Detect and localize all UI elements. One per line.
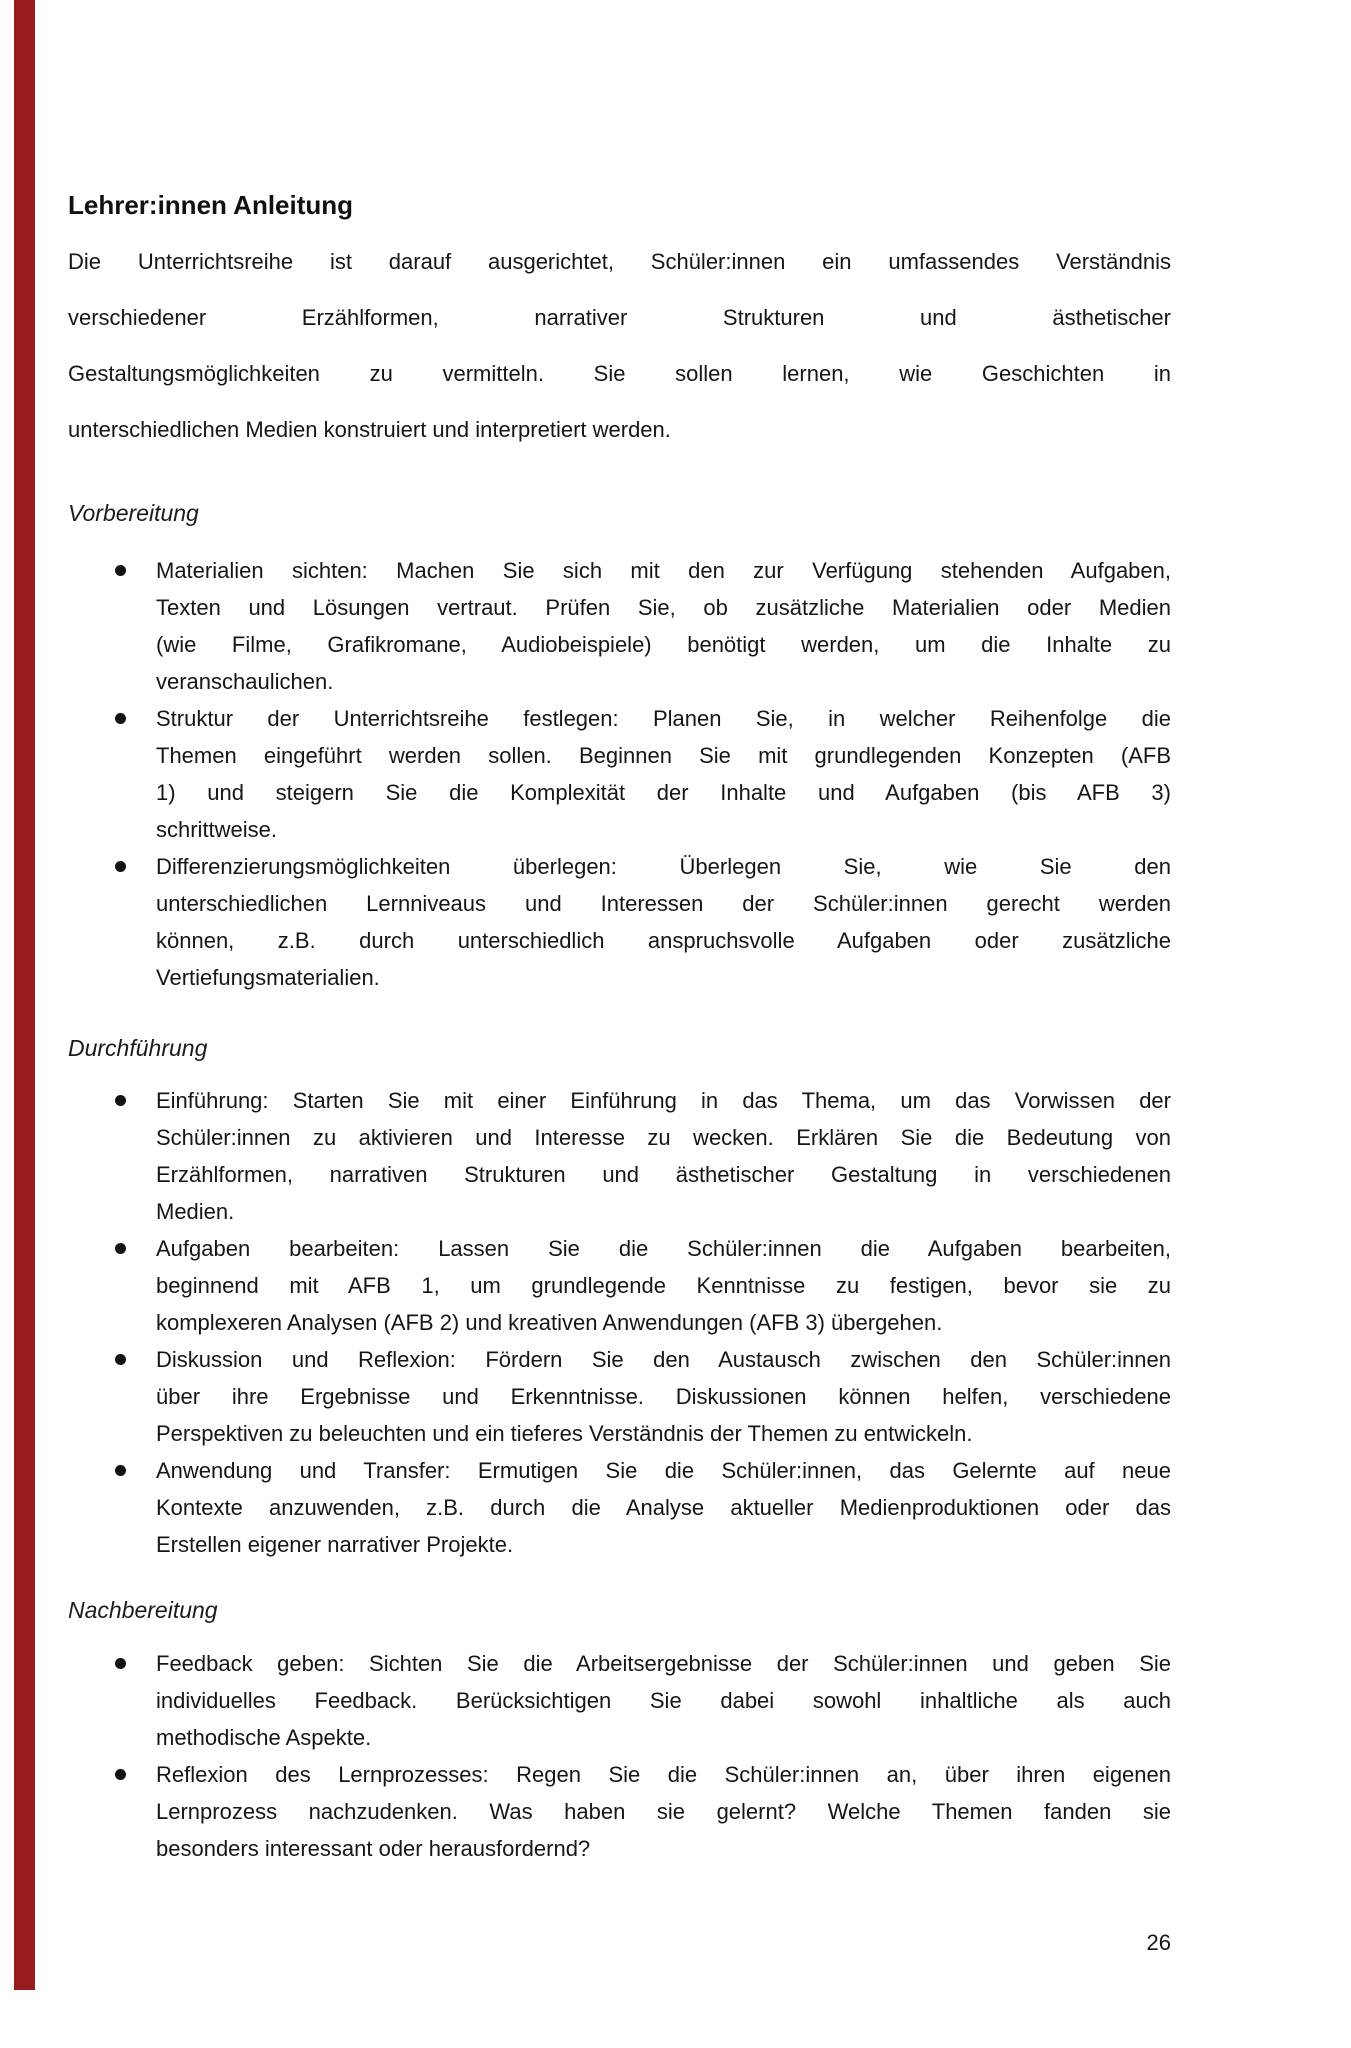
bullet-text-line: methodische Aspekte. bbox=[156, 1725, 372, 1750]
list-item bbox=[68, 1756, 1171, 1867]
bullet-marker-icon bbox=[115, 861, 126, 872]
bullet-text-line: beginnend mit AFB 1, um grundlegende Kenntnisse zu festigen, bevor sie zu bbox=[156, 1273, 1171, 1298]
bullet-text-line: komplexeren Analysen (AFB 2) und kreativen Anwendungen (AFB 3) übergehen. bbox=[156, 1310, 943, 1335]
bullet-list-nachbereitung bbox=[68, 1645, 1171, 1867]
bullet-text-line: Materialien sichten: Machen Sie sich mit den zur Verfügung stehenden Aufgaben, bbox=[156, 558, 1171, 583]
bullet-marker-icon bbox=[115, 1465, 126, 1476]
list-item bbox=[68, 700, 1171, 848]
bullet-text-line: Aufgaben bearbeiten: Lassen Sie die Schüler:innen die Aufgaben bearbeiten, bbox=[156, 1236, 1171, 1261]
bullet-text-line: Reflexion des Lernprozesses: Regen Sie die Schüler:innen an, über ihren eigenen bbox=[156, 1762, 1171, 1787]
bullet-text-line: Differenzierungsmöglichkeiten überlegen: Überlegen Sie, wie Sie den bbox=[156, 854, 1171, 879]
list-item bbox=[68, 1082, 1171, 1230]
bullet-text-line: Themen eingeführt werden sollen. Beginnen Sie mit grundlegenden Konzepten (AFB bbox=[156, 743, 1171, 768]
bullet-text-line: (wie Filme, Grafikromane, Audiobeispiele) benötigt werden, um die Inhalte zu bbox=[156, 632, 1171, 657]
page-title: Lehrer:innen Anleitung bbox=[68, 190, 354, 220]
section-heading-durchfuehrung: Durchführung bbox=[68, 1035, 208, 1061]
paragraph-line: Die Unterrichtsreihe ist darauf ausgerichtet, Schüler:innen ein umfassendes Verständnis bbox=[68, 249, 1171, 274]
bullet-text-line: Struktur der Unterrichtsreihe festlegen: Planen Sie, in welcher Reihenfolge die bbox=[156, 706, 1171, 731]
paragraph-line: verschiedener Erzählformen, narrativer Strukturen und ästhetischer bbox=[68, 305, 1171, 330]
bullet-text-line: 1) und steigern Sie die Komplexität der Inhalte und Aufgaben (bis AFB 3) bbox=[156, 780, 1171, 805]
bullet-text-line: Vertiefungsmaterialien. bbox=[156, 965, 380, 990]
bullet-marker-icon bbox=[115, 1095, 126, 1106]
bullet-text-line: Einführung: Starten Sie mit einer Einführung in das Thema, um das Vorwissen der bbox=[156, 1088, 1171, 1113]
bullet-text-line: Schüler:innen zu aktivieren und Interesse zu wecken. Erklären Sie die Bedeutung von bbox=[156, 1125, 1171, 1150]
bullet-list-durchfuehrung bbox=[68, 1082, 1171, 1563]
bullet-text-line: Feedback geben: Sichten Sie die Arbeitsergebnisse der Schüler:innen und geben Sie bbox=[156, 1651, 1171, 1676]
bullet-text-line: besonders interessant oder herausfordernd? bbox=[156, 1836, 591, 1861]
bullet-text-line: veranschaulichen. bbox=[156, 669, 334, 694]
bullet-text-line: individuelles Feedback. Berücksichtigen Sie dabei sowohl inhaltliche als auch bbox=[156, 1688, 1171, 1713]
bullet-text-line: Perspektiven zu beleuchten und ein tieferes Verständnis der Themen zu entwickeln. bbox=[156, 1421, 973, 1446]
list-item bbox=[68, 552, 1171, 700]
bullet-text-line: unterschiedlichen Lernniveaus und Interessen der Schüler:innen gerecht werden bbox=[156, 891, 1171, 916]
bullet-marker-icon bbox=[115, 565, 126, 576]
bullet-text-line: Anwendung und Transfer: Ermutigen Sie die Schüler:innen, das Gelernte auf neue bbox=[156, 1458, 1171, 1483]
paragraph-line: Gestaltungsmöglichkeiten zu vermitteln. Sie sollen lernen, wie Geschichten in bbox=[68, 361, 1171, 386]
bullet-list-vorbereitung bbox=[68, 552, 1171, 996]
bullet-marker-icon bbox=[115, 1658, 126, 1669]
red-margin-bar bbox=[14, 0, 35, 1990]
bullet-marker-icon bbox=[115, 1769, 126, 1780]
bullet-text-line: schrittweise. bbox=[156, 817, 278, 842]
bullet-text-line: Diskussion und Reflexion: Fördern Sie den Austausch zwischen den Schüler:innen bbox=[156, 1347, 1171, 1372]
bullet-text-line: Medien. bbox=[156, 1199, 235, 1224]
paragraph-line: unterschiedlichen Medien konstruiert und interpretiert werden. bbox=[68, 417, 671, 442]
section-heading-vorbereitung: Vorbereitung bbox=[68, 500, 199, 526]
bullet-text-line: Texten und Lösungen vertraut. Prüfen Sie, ob zusätzliche Materialien oder Medien bbox=[156, 595, 1171, 620]
list-item bbox=[68, 1452, 1171, 1563]
intro-paragraph bbox=[68, 234, 1171, 458]
bullet-text-line: Erstellen eigener narrativer Projekte. bbox=[156, 1532, 514, 1557]
bullet-text-line: Erzählformen, narrativen Strukturen und ästhetischer Gestaltung in verschiedenen bbox=[156, 1162, 1171, 1187]
bullet-marker-icon bbox=[115, 1354, 126, 1365]
section-heading-nachbereitung: Nachbereitung bbox=[68, 1597, 218, 1623]
bullet-text-line: Kontexte anzuwenden, z.B. durch die Analyse aktueller Medienproduktionen oder das bbox=[156, 1495, 1171, 1520]
bullet-marker-icon bbox=[115, 713, 126, 724]
list-item bbox=[68, 1645, 1171, 1756]
bullet-marker-icon bbox=[115, 1243, 126, 1254]
bullet-text-line: über ihre Ergebnisse und Erkenntnisse. Diskussionen können helfen, verschiedene bbox=[156, 1384, 1171, 1409]
list-item bbox=[68, 1230, 1171, 1341]
bullet-text-line: Lernprozess nachzudenken. Was haben sie gelernt? Welche Themen fanden sie bbox=[156, 1799, 1171, 1824]
list-item bbox=[68, 848, 1171, 996]
list-item bbox=[68, 1341, 1171, 1452]
bullet-text-line: können, z.B. durch unterschiedlich anspruchsvolle Aufgaben oder zusätzliche bbox=[156, 928, 1171, 953]
page-number: 26 bbox=[1146, 1930, 1171, 1955]
